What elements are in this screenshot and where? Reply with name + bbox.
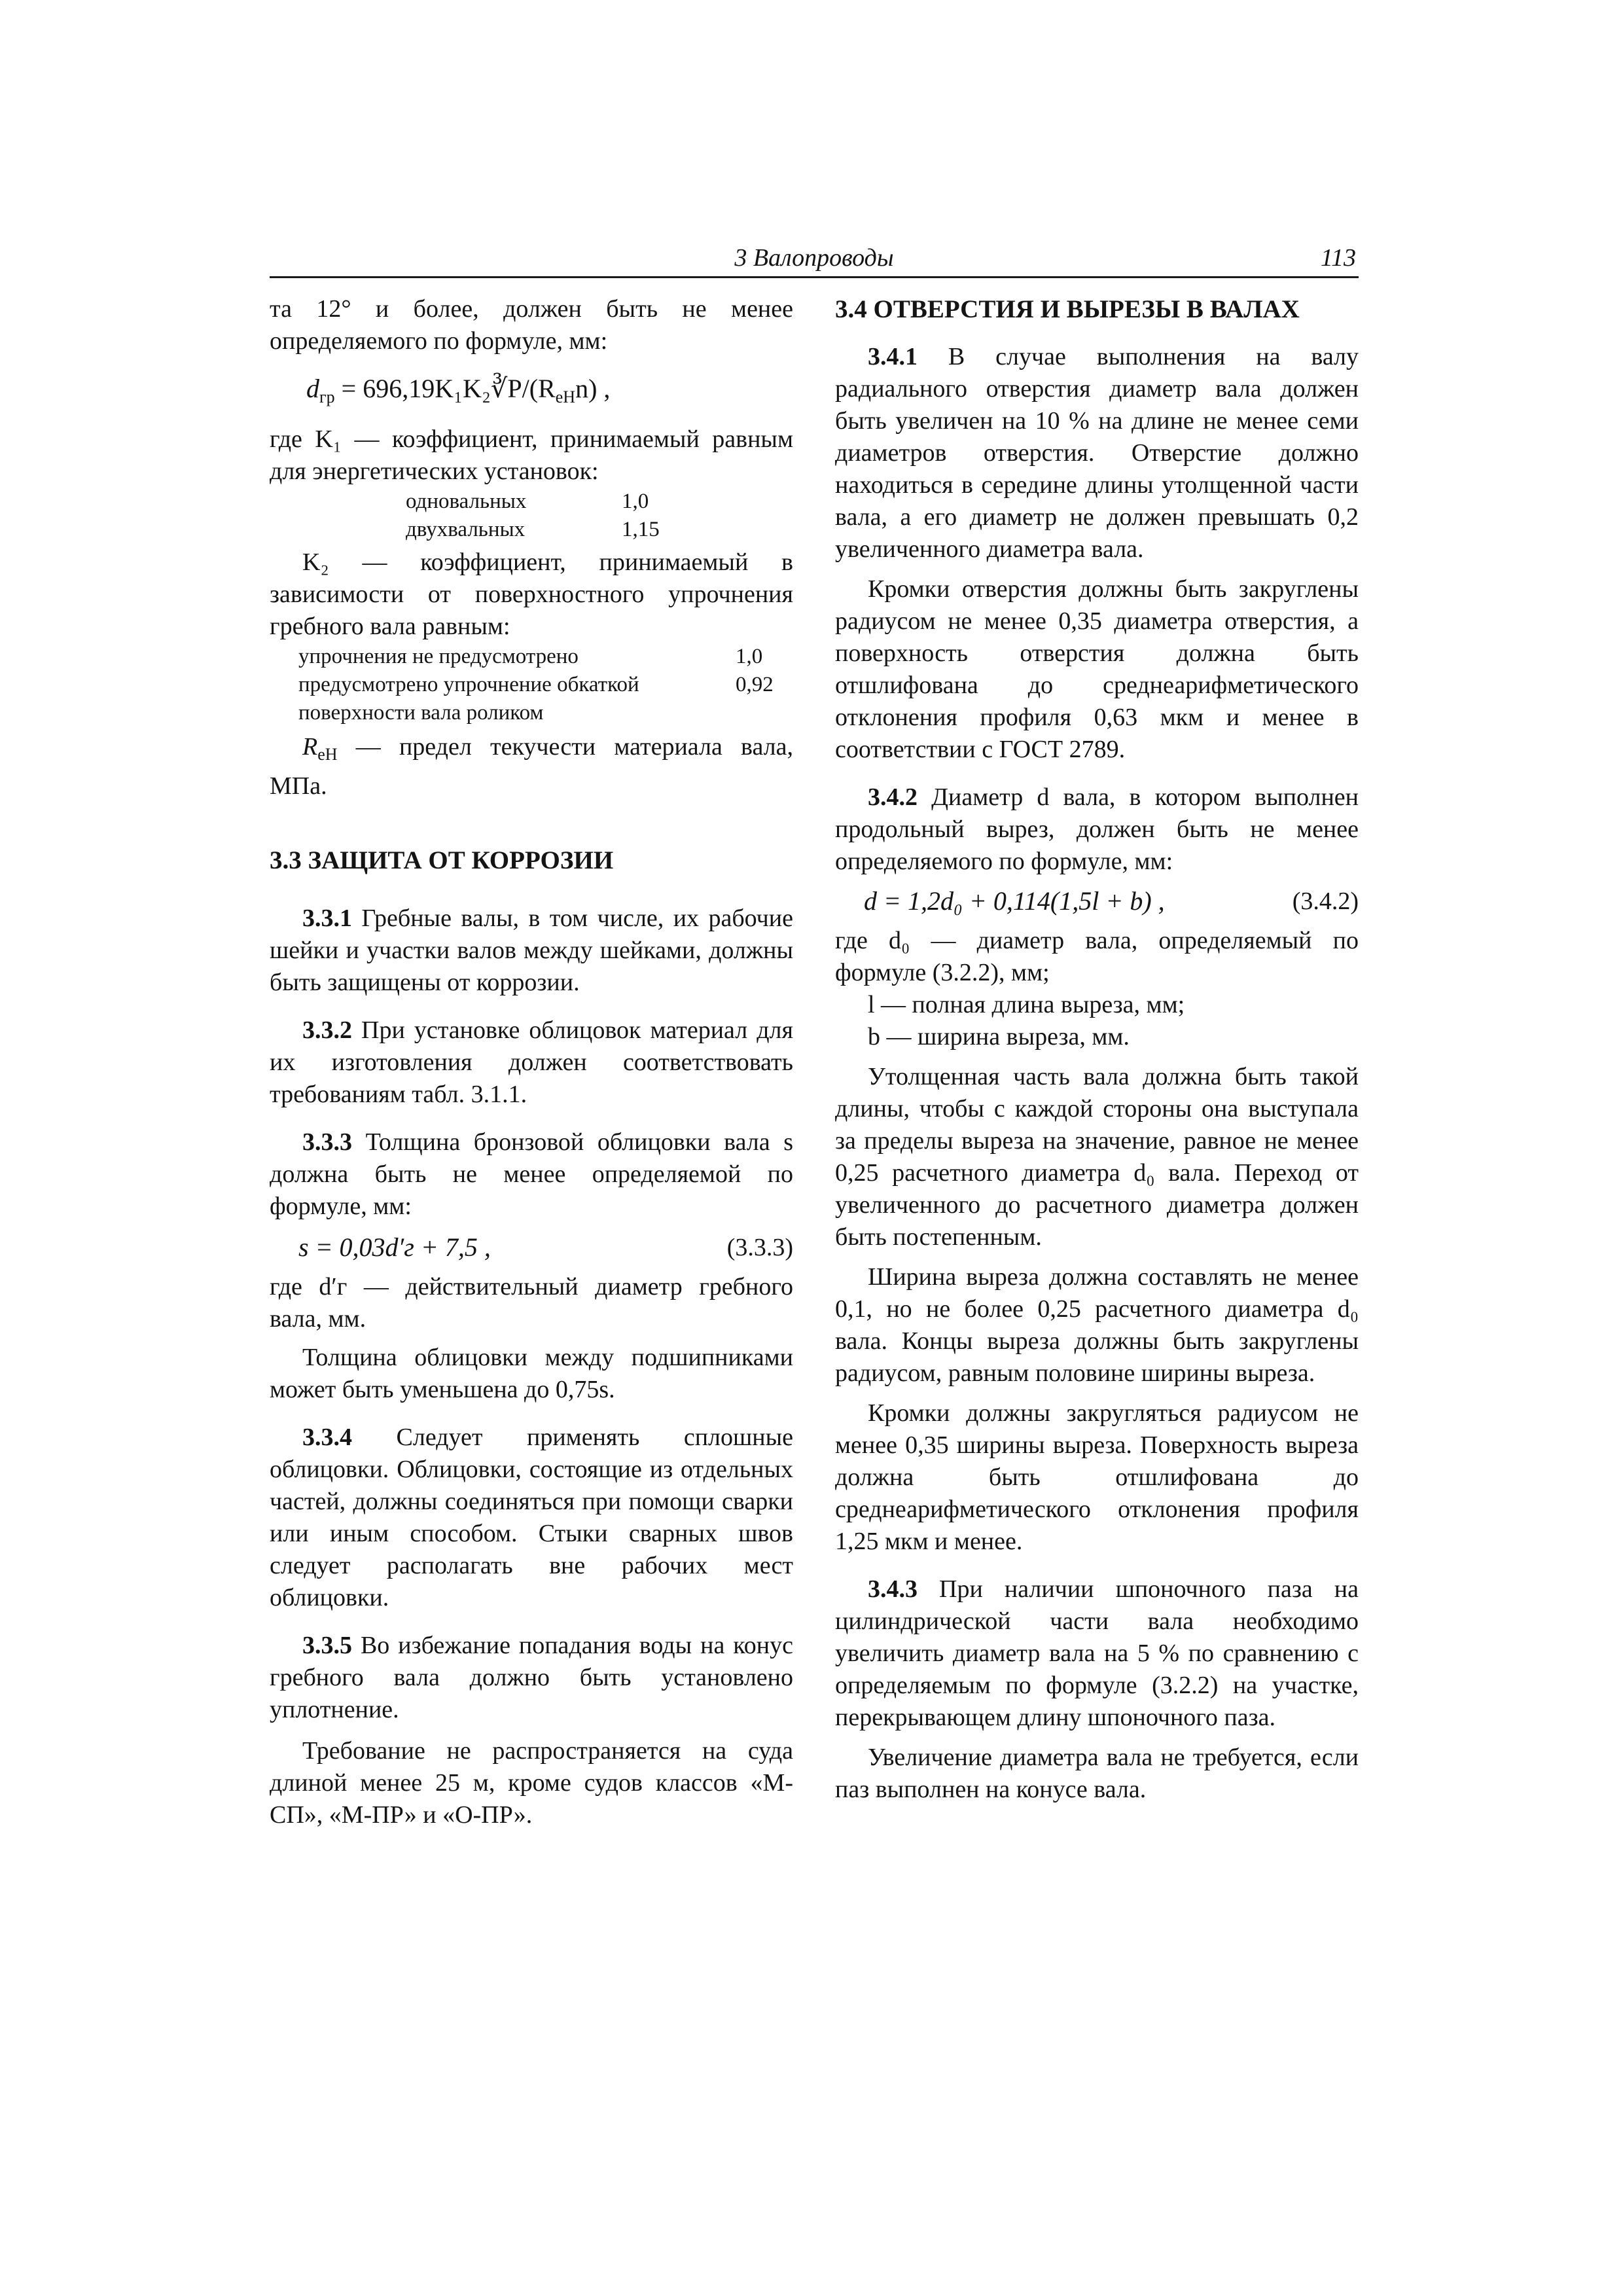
paragraph-3-3-3 <box>270 1126 793 1223</box>
clause-number: 3.4.2 <box>868 783 918 811</box>
k1-label: двухвальных <box>406 518 526 541</box>
paragraph-3-4-3 <box>835 1573 1359 1734</box>
paragraph-3-4-1 <box>835 341 1359 565</box>
k2-value: 0,92 <box>736 673 774 696</box>
k1-row <box>406 516 707 544</box>
k2-definition: K₂ — коэффициент, принимаемый в зависимости от поверхностного упрочнения гребного вала равным: <box>270 548 793 640</box>
reh-sub: eH <box>317 745 338 764</box>
k1-label: одновальных <box>406 490 527 513</box>
formula-3-3-3 <box>298 1228 793 1267</box>
right-column <box>835 293 1359 1806</box>
k1-value: 1,0 <box>622 490 649 513</box>
paragraph-3-4-1-note: Кромки отверстия должны быть закруглены радиусом не менее 0,35 диаметра отверстия, а поверхность отверстия должна быть отшлифована до среднеарифметического отклонения профиля 0,63 мкм и менее в соответствии с ГОСТ 2789. <box>835 575 1359 763</box>
equation-number: (3.3.3) <box>726 1234 793 1261</box>
chapter-title: 3 Валопроводы <box>734 244 894 272</box>
reh-definition <box>270 731 793 802</box>
paragraph-3-4-2-a: Утолщенная часть вала должна быть такой длины, чтобы с каждой стороны она выступала за пределы выреза на значение, равное не менее 0,25 расчетного диаметра d₀ вала. Переход от увеличенного до расчетного диаметра должен быть постепенным. <box>835 1063 1359 1251</box>
equation-number: (3.4.2) <box>1292 888 1359 915</box>
paragraph-3-3-3-note: Толщина облицовки между подшипниками может быть уменьшена до 0,75s. <box>270 1344 793 1403</box>
paragraph-3-4-2-b: Ширина выреза должна составлять не менее 0,1, но не более 0,25 расчетного диаметра d₀ вала. Концы выреза должны быть закруглены радиусом, равным половине ширины выреза. <box>835 1263 1359 1387</box>
clause-number: 3.4.1 <box>868 343 918 370</box>
reh-symbol: R <box>302 733 318 761</box>
where-l: l — полная длина выреза, мм; <box>868 991 1185 1018</box>
formula-d-gr <box>306 369 793 417</box>
page-number: 113 <box>1320 244 1356 272</box>
where-b: b — ширина выреза, мм. <box>868 1023 1130 1050</box>
formula-body: s = 0,03d′г + 7,5 , <box>298 1232 491 1262</box>
k2-table <box>298 643 783 727</box>
k2-label: поверхности вала роликом <box>298 701 544 725</box>
formula-d-sub2: eH <box>555 387 576 406</box>
formula-d-sub: гр <box>319 387 335 406</box>
where-d0: где d₀ — диаметр вала, определяемый по формуле (3.2.2), мм; <box>835 927 1359 986</box>
clause-text: Толщина бронзовой облицовки вала s должна быть не менее определяемой по формуле, мм: <box>270 1128 793 1220</box>
clause-text: Во избежание попадания воды на конус гребного вала должно быть установлено уплотнение. <box>270 1632 793 1723</box>
clause-text: Следует применять сплошные облицовки. Облицовки, состоящие из отдельных частей, должны соединяться при помощи сварки или иным способом. Стыки сварных швов следует располагать вне рабочих мест облицовки. <box>270 1424 793 1611</box>
k1-value: 1,15 <box>622 518 660 541</box>
k1-row <box>406 488 707 516</box>
paragraph-3-3-2 <box>270 1014 793 1111</box>
paragraph-3-4-2 <box>835 781 1359 878</box>
paragraph-3-3-4 <box>270 1422 793 1614</box>
formula-3-4-2 <box>864 882 1359 921</box>
paragraph-3-4-3-note: Увеличение диаметра вала не требуется, если паз выполнен на конусе вала. <box>835 1744 1359 1803</box>
section-title-3-4: 3.4 ОТВЕРСТИЯ И ВЫРЕЗЫ В ВАЛАХ <box>835 295 1300 323</box>
clause-number: 3.4.3 <box>868 1575 918 1603</box>
clause-number: 3.3.4 <box>302 1424 352 1451</box>
k2-value: 1,0 <box>736 645 763 668</box>
paragraph-3-3-5-note: Требование не распространяется на суда длиной менее 25 м, кроме судов классов «М-СП», «М-ПР» и «О-ПР». <box>270 1737 793 1829</box>
clause-number: 3.3.2 <box>302 1016 352 1044</box>
clause-number: 3.3.5 <box>302 1632 352 1659</box>
paragraph-3-3-1 <box>270 903 793 999</box>
clause-text: При установке облицовок материал для их изготовления должен соответствовать требованиям табл. 3.1.1. <box>270 1016 793 1108</box>
paragraph-3-3-5 <box>270 1630 793 1726</box>
clause-number: 3.3.1 <box>302 905 352 932</box>
section-title-3-3: 3.3 ЗАЩИТА ОТ КОРРОЗИИ <box>270 846 614 874</box>
clause-text: В случае выполнения на валу радиального отверстия диаметр вала должен быть увеличен на 10 % на длине не менее семи диаметров отверстия. Отверстие должно находиться в середине длины утолщенной части вала, а его диаметр не должен превышать 0,2 увеличенного диаметра вала. <box>835 343 1359 563</box>
clause-text: При наличии шпоночного паза на цилиндрической части вала необходимо увеличить диаметр вала на 5 % по сравнению с определяемым по формуле (3.2.2) на участке, перекрывающем длину шпоночного паза. <box>835 1575 1359 1731</box>
clause-text: Гребные валы, в том числе, их рабочие шейки и участки валов между шейками, должны быть защищены от коррозии. <box>270 905 793 996</box>
intro-text: та 12° и более, должен быть не менее определяемого по формуле, мм: <box>270 295 793 355</box>
k1-definition: где K₁ — коэффициент, принимаемый равным для энергетических установок: <box>270 425 793 485</box>
formula-d-symbol: d <box>306 374 319 403</box>
reh-text: — предел текучести материала вала, МПа. <box>270 733 793 800</box>
k2-label: упрочнения не предусмотрено <box>298 645 579 668</box>
k2-label: предусмотрено упрочнение обкаткой <box>298 673 639 696</box>
k2-row <box>298 699 783 727</box>
clause-number: 3.3.3 <box>302 1128 352 1156</box>
k2-row <box>298 643 783 671</box>
k2-row <box>298 671 783 699</box>
formula-d-end: n) , <box>575 374 611 403</box>
formula-body: d = 1,2d₀ + 0,114(1,5l + b) , <box>864 886 1165 916</box>
formula-d-body: = 696,19K₁K₂∛P/(R <box>334 374 556 403</box>
where-d-g: где d′г — действительный диаметр гребного вала, мм. <box>270 1273 793 1333</box>
left-column <box>270 293 793 1831</box>
running-header <box>270 242 1359 278</box>
clause-text: Диаметр d вала, в котором выполнен продольный вырез, должен быть не менее определяемого по формуле, мм: <box>835 783 1359 875</box>
paragraph-3-4-2-c: Кромки должны закругляться радиусом не менее 0,35 ширины выреза. Поверхность выреза должна быть отшлифована до среднеарифметического отклонения профиля 1,25 мкм и менее. <box>835 1399 1359 1555</box>
k1-table <box>406 488 707 544</box>
